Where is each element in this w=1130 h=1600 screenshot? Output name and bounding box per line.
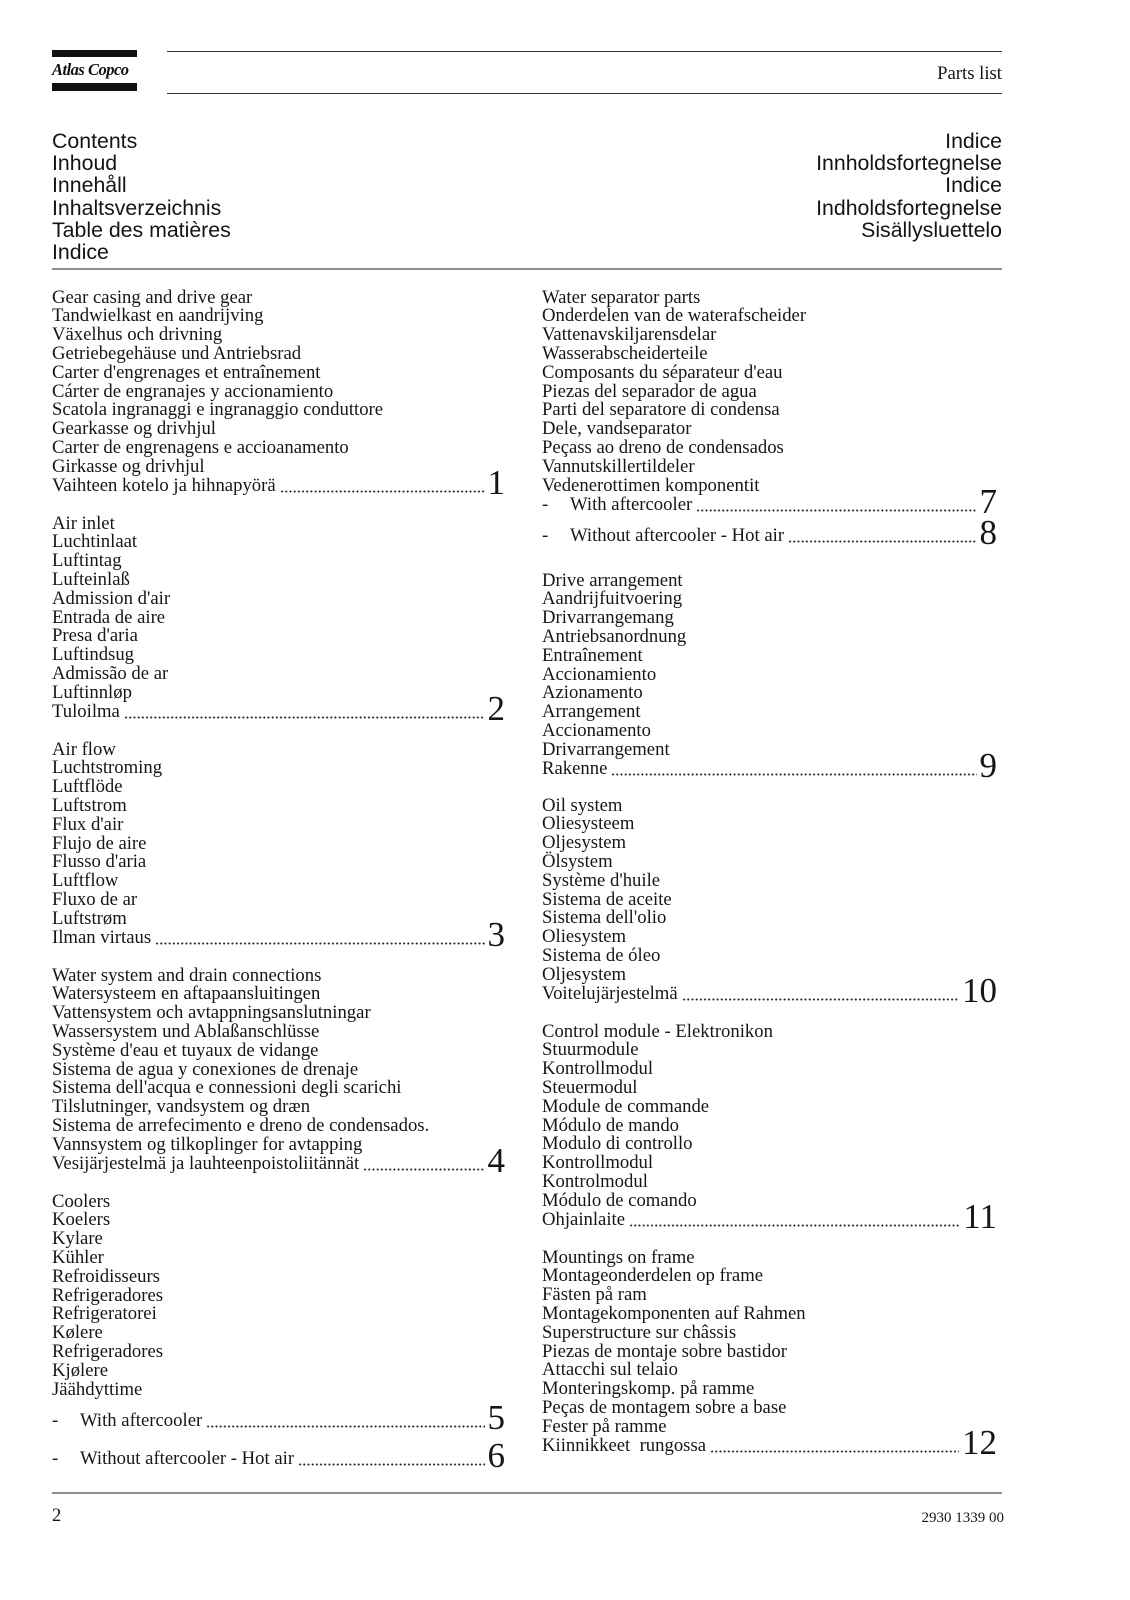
toc-entry-line: Fluxo de ar — [52, 889, 138, 911]
toc-entry-line: Steuermodul — [542, 1076, 638, 1098]
toc-entry-line: Kontrolmodul — [542, 1171, 648, 1193]
toc-entry-line: Montagekomponenten auf Rahmen — [542, 1302, 806, 1324]
toc-subentry-label: Without aftercooler - Hot air — [570, 524, 785, 546]
toc-entry-line: Onderdelen van de waterafscheider — [542, 305, 807, 327]
toc-entry-line: Drive arrangement — [542, 569, 683, 591]
toc-entry-line: Kontrollmodul — [542, 1152, 654, 1174]
subentry-bullet: - — [542, 524, 549, 546]
toc-subentry-text — [542, 493, 693, 515]
contents-heading: Contents — [52, 129, 138, 153]
toc-page-number: 7 — [979, 482, 997, 522]
dot-leader — [629, 1211, 960, 1230]
toc-entry-line: Modulo di controllo — [542, 1133, 693, 1155]
toc-subentry — [52, 1398, 505, 1438]
toc-page-number: 5 — [487, 1398, 505, 1438]
toc-entry-line: Kontrollmodul — [542, 1058, 654, 1080]
dot-leader — [298, 1450, 484, 1469]
dot-leader — [710, 1437, 959, 1456]
toc-entry-line: Sistema dell'acqua e connessioni degli scarichi — [52, 1077, 402, 1099]
toc-entry-line: Air inlet — [52, 512, 115, 534]
toc-subentry-label: Without aftercooler - Hot air — [80, 1447, 295, 1469]
toc-entry-line: Sistema de óleo — [542, 945, 661, 967]
dot-leader — [611, 760, 976, 779]
contents-heading: Inhoud — [52, 151, 118, 176]
toc-entry-line: Water system and drain connections — [52, 964, 322, 986]
toc-entry-line: Vaihteen kotelo ja hihnapyörä — [52, 474, 276, 496]
toc-entry-line: Luftinnløp — [52, 681, 132, 703]
toc-entry-line: Montageonderdelen op frame — [542, 1265, 764, 1287]
toc-page-number: 10 — [962, 971, 997, 1011]
toc-entry-line: Kylare — [52, 1228, 103, 1250]
toc-entry-line: Sistema de arrefecimento e dreno de condensados. — [52, 1115, 430, 1137]
page-number: 2 — [52, 1505, 62, 1526]
toc-entry-line: Carter d'engrenages et entraînement — [52, 361, 321, 383]
contents-heading: Inhaltsverzeichnis — [52, 195, 222, 220]
toc-page-number: 6 — [487, 1436, 505, 1476]
heading-divider — [52, 268, 1002, 270]
toc-entry-line: Air flow — [52, 738, 116, 760]
toc-entry-line: Attacchi sul telaio — [542, 1359, 678, 1381]
toc-entry-line: Cárter de engranajes y accionamiento — [52, 380, 334, 402]
toc-entry-line: Control module - Elektronikon — [542, 1020, 773, 1042]
toc-entry-line: Admissão de ar — [52, 663, 169, 685]
toc-entry-line: Dele, vandseparator — [542, 418, 692, 440]
dot-leader — [206, 1412, 484, 1431]
toc-entry-line: Peças de montagem sobre a base — [542, 1397, 787, 1419]
toc-page-number: 2 — [487, 689, 505, 729]
toc-entry-line: Kühler — [52, 1246, 104, 1268]
toc-entry-line: Composants du séparateur d'eau — [542, 361, 783, 383]
toc-entry-line: Drivarrangemang — [542, 607, 674, 629]
toc-section — [52, 964, 505, 1181]
subentry-bullet: - — [52, 1409, 59, 1431]
toc-entry-line: Piezas del separador de agua — [542, 380, 757, 402]
toc-section — [542, 794, 997, 1011]
toc-entry-line: Accionamiento — [542, 663, 657, 685]
toc-entry-line: Tilslutninger, vandsystem og dræn — [52, 1096, 311, 1118]
toc-entry-line: Watersysteem en aftapaansluitingen — [52, 983, 321, 1005]
toc-entry-line: Gear casing and drive gear — [52, 286, 253, 308]
contents-heading: Table des matières — [52, 217, 231, 242]
document-number: 2930 1339 00 — [921, 1510, 1004, 1526]
toc-entry-line: Mountings on frame — [542, 1246, 695, 1268]
dot-leader — [696, 496, 976, 515]
contents-heading: Innholdsfortegnelse — [816, 151, 1002, 176]
toc-entry-line: Luftflöde — [52, 776, 123, 798]
toc-subentry-text — [52, 1447, 295, 1469]
footer-rule — [52, 1492, 1002, 1494]
toc-entry-line: Luftindsug — [52, 644, 135, 666]
toc-entry-line: Antriebsanordnung — [542, 625, 687, 647]
toc-entry-line: Superstructure sur châssis — [542, 1321, 737, 1343]
toc-entry-line: Luftstrom — [52, 794, 127, 816]
toc-entry-line: Getriebegehäuse und Antriebsrad — [52, 342, 302, 364]
subentry-bullet: - — [542, 493, 549, 515]
toc-entry-line: Flux d'air — [52, 813, 124, 835]
toc-entry-line: Aandrijfuitvoering — [542, 588, 683, 610]
toc-entry-line: Oliesystem — [542, 926, 627, 948]
toc-entry-line: Système d'eau et tuyaux de vidange — [52, 1039, 319, 1061]
toc-entry-line: Lufteinlaß — [52, 568, 130, 590]
toc-section — [542, 569, 997, 786]
toc-section — [52, 738, 505, 955]
toc-subentry — [52, 1436, 505, 1476]
toc-entry-line: Växelhus och drivning — [52, 324, 223, 346]
toc-page-number: 8 — [979, 513, 997, 553]
contents-heading-right — [816, 130, 1002, 241]
toc-entry-line: Kølere — [52, 1322, 103, 1344]
toc-section — [52, 286, 505, 503]
toc-entry-line: Voitelujärjestelmä — [542, 982, 678, 1004]
toc-entry-line: Admission d'air — [52, 587, 171, 609]
toc-section — [52, 1190, 505, 1476]
toc-section — [542, 1246, 997, 1463]
toc-entry-line: Coolers — [52, 1190, 111, 1212]
toc-page-number: 3 — [487, 915, 505, 955]
toc-entry-line: Ölsystem — [542, 850, 613, 872]
toc-entry-line: Entraînement — [542, 644, 643, 666]
toc-section — [542, 1020, 997, 1237]
toc-entry-line: Oil system — [542, 794, 623, 816]
toc-entry-line: Water separator parts — [542, 286, 701, 308]
toc-entry-line: Luftintag — [52, 550, 122, 572]
toc-entry-line: Refrigeratorei — [52, 1303, 157, 1325]
toc-subentry — [542, 513, 997, 553]
toc-entry-line: Vannsystem og tilkoplinger for avtapping — [52, 1133, 363, 1155]
toc-entry-line: Ilman virtaus — [52, 926, 152, 948]
toc-entry-line: Vannutskillertildeler — [542, 455, 695, 477]
toc-section — [542, 286, 997, 553]
company-logo — [52, 50, 137, 92]
dot-leader — [124, 703, 485, 722]
contents-heading: Indice — [945, 129, 1002, 153]
toc-entry-line: Oliesysteem — [542, 813, 635, 835]
toc-entry-line: Rakenne — [542, 757, 608, 779]
logo-bar-top — [52, 50, 137, 57]
toc-entry-line: Drivarrangement — [542, 738, 670, 760]
toc-section — [52, 512, 505, 729]
logo-bar-bottom — [52, 83, 137, 91]
toc-entry-line: Vattenavskiljarensdelar — [542, 324, 717, 346]
toc-entry-line: Entrada de aire — [52, 606, 166, 628]
dot-leader — [363, 1155, 484, 1174]
toc-entry-line: Koelers — [52, 1209, 111, 1231]
toc-subentry-label: With aftercooler — [570, 493, 693, 515]
toc-entry-line: Wassersystem und Ablaßanschlüsse — [52, 1020, 320, 1042]
toc-entry-line: Refrigeradores — [52, 1284, 164, 1306]
contents-heading: Indice — [945, 173, 1002, 198]
toc-entry-line: Fester på ramme — [542, 1415, 667, 1437]
toc-entry-line: Flujo de aire — [52, 832, 147, 854]
header-rule-bottom — [167, 93, 1002, 94]
contents-heading: Indholdsfortegnelse — [816, 195, 1002, 220]
toc-entry-line: Kiinnikkeet rungossa — [542, 1434, 707, 1456]
toc-subentry-label: With aftercooler — [80, 1409, 203, 1431]
toc-entry-line: Vattensystem och avtappningsanslutningar — [52, 1002, 371, 1024]
toc-entry-line: Luftstrøm — [52, 907, 127, 929]
header-rule-top — [167, 51, 1002, 52]
toc-entry-line: Módulo de mando — [542, 1114, 680, 1136]
toc-entry-line: Scatola ingranaggi e ingranaggio conduttore — [52, 399, 384, 421]
toc-entry-line: Peçass ao dreno de condensados — [542, 437, 784, 459]
toc-page-number: 4 — [487, 1141, 505, 1181]
contents-heading-left — [52, 130, 231, 263]
toc-page-number: 9 — [979, 746, 997, 786]
subentry-bullet: - — [52, 1447, 59, 1469]
toc-entry-line: Jäähdyttime — [52, 1378, 143, 1400]
toc-entry-line: Tandwielkast en aandrijving — [52, 305, 264, 327]
document-type-label: Parts list — [937, 63, 1002, 84]
toc-page-number: 1 — [487, 463, 505, 503]
toc-entry-line: Sistema de aceite — [542, 888, 672, 910]
toc-entry-line: Stuurmodule — [542, 1039, 639, 1061]
toc-entry-line: Luchtinlaat — [52, 531, 138, 553]
toc-entry-line: Sistema dell'olio — [542, 907, 667, 929]
toc-entry-line: Tuloilma — [52, 700, 120, 722]
toc-entry-line: Luftflow — [52, 870, 119, 892]
toc-entry-line: Refroidisseurs — [52, 1265, 160, 1287]
toc-entry-line: Carter de engrenagens e accioanamento — [52, 437, 349, 459]
dot-leader — [682, 985, 959, 1004]
toc-entry-line: Presa d'aria — [52, 625, 138, 647]
toc-entry-line: Système d'huile — [542, 869, 661, 891]
dot-leader — [788, 527, 976, 546]
toc-entry-line: Accionamento — [542, 720, 651, 742]
toc-entry-line: Oljesystem — [542, 832, 627, 854]
toc-entry-line: Fästen på ram — [542, 1284, 647, 1306]
toc-entry-line: Azionamento — [542, 682, 643, 704]
toc-page-number: 11 — [963, 1197, 997, 1237]
toc-entry-line: Parti del separatore di condensa — [542, 399, 780, 421]
toc-entry-line: Girkasse og drivhjul — [52, 455, 205, 477]
toc-entry-line: Monteringskomp. på ramme — [542, 1378, 755, 1400]
contents-heading: Indice — [52, 240, 109, 265]
toc-entry-line: Kjølere — [52, 1359, 109, 1381]
toc-entry-line: Vesijärjestelmä ja lauhteenpoistoliitännät — [52, 1152, 360, 1174]
toc-entry-line: Vedenerottimen komponentit — [542, 474, 760, 496]
dot-leader — [280, 477, 485, 496]
toc-page-number: 12 — [962, 1423, 997, 1463]
toc-subentry-text — [542, 524, 785, 546]
toc-entry-line: Refrigeradores — [52, 1341, 164, 1363]
logo-text: Atlas Copco — [52, 60, 129, 79]
toc-entry-line: Piezas de montaje sobre bastidor — [542, 1340, 787, 1362]
contents-heading: Innehåll — [52, 173, 127, 198]
toc-subentry-text — [52, 1409, 203, 1431]
toc-entry-line: Gearkasse og drivhjul — [52, 418, 216, 440]
toc-entry-line: Módulo de comando — [542, 1189, 697, 1211]
toc-entry-line: Ohjainlaite — [542, 1208, 626, 1230]
toc-entry-line: Wasserabscheiderteile — [542, 342, 708, 364]
contents-heading: Sisällysluettelo — [861, 217, 1002, 242]
toc-entry-line: Module de commande — [542, 1095, 710, 1117]
toc-entry-line: Arrangement — [542, 701, 641, 723]
toc-entry-line: Oljesystem — [542, 963, 627, 985]
toc-entry-line: Luchtstroming — [52, 757, 163, 779]
dot-leader — [155, 929, 484, 948]
toc-entry-line: Sistema de agua y conexiones de drenaje — [52, 1058, 359, 1080]
toc-entry-line: Flusso d'aria — [52, 851, 147, 873]
